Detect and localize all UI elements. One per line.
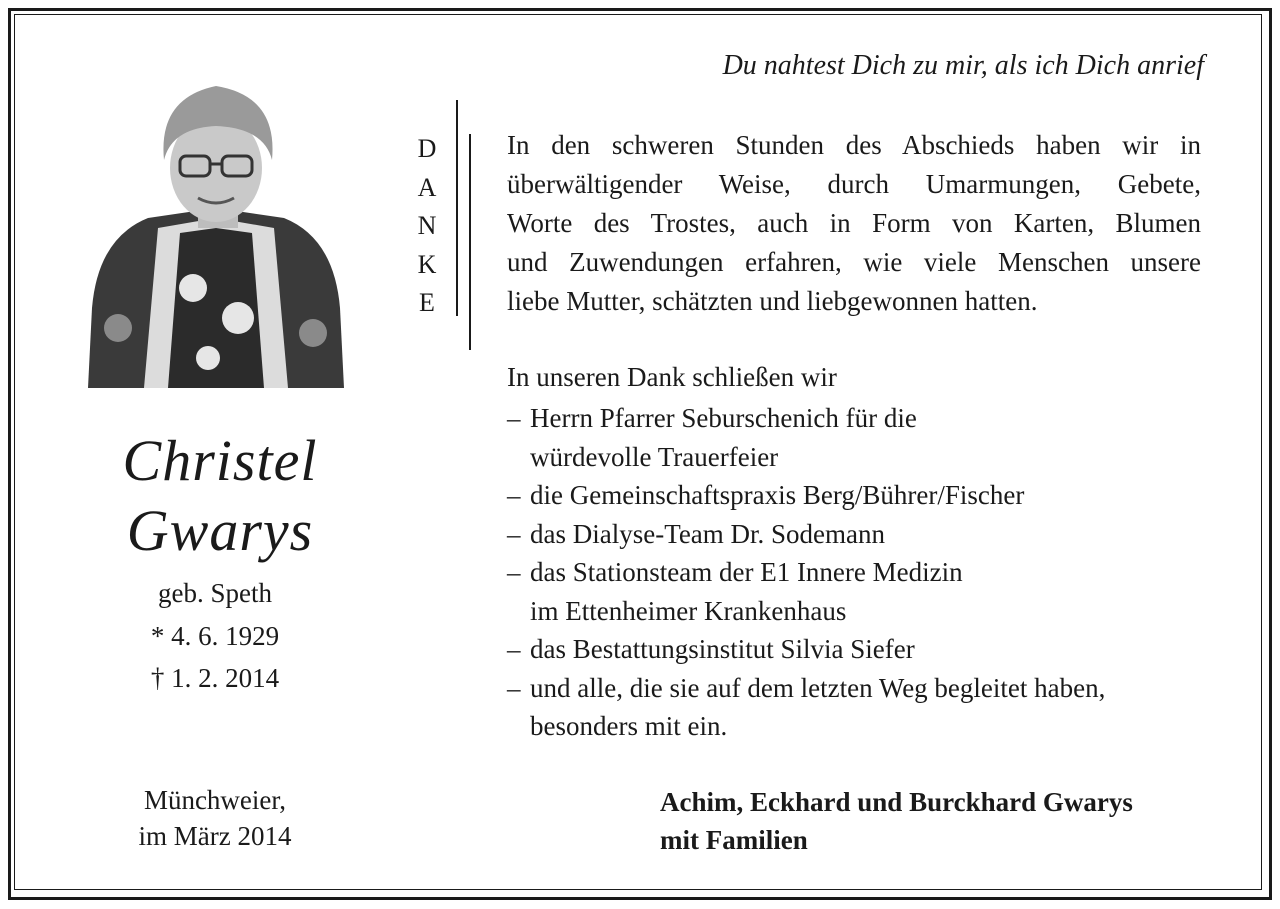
- first-name: Christel: [122, 428, 318, 493]
- list-item-continuation: würdevolle Trauerfeier: [530, 441, 779, 472]
- list-item: – das Bestattungsinstitut Silvia Siefer: [507, 634, 915, 664]
- danke-letter: E: [419, 288, 435, 317]
- list-item: – das Stationsteam der E1 Innere Medizin: [507, 557, 963, 587]
- danke-letter: D: [417, 134, 437, 163]
- paragraph-line: In den schweren Stunden des Abschieds haben wir in: [507, 130, 1201, 160]
- thanks-paragraph: [507, 126, 1201, 321]
- list-item: – die Gemeinschaftspraxis Berg/Bührer/Fischer: [507, 480, 1025, 510]
- danke-letter: A: [417, 172, 437, 202]
- last-name: Gwarys: [126, 498, 314, 563]
- divider-line: [469, 134, 471, 350]
- danke-letter: K: [417, 249, 437, 279]
- signature-line: Achim, Eckhard und Burckhard Gwarys: [660, 787, 1133, 817]
- list-item: – und alle, die sie auf dem letzten Weg begleitet haben,: [507, 672, 1106, 703]
- list-item: – Herrn Pfarrer Seburschenich für die: [507, 403, 917, 433]
- date: im März 2014: [138, 821, 292, 851]
- thanks-intro: In unseren Dank schließen wir: [507, 362, 837, 392]
- paragraph-line: und Zuwendungen erfahren, wie viele Menschen unsere: [507, 247, 1201, 277]
- birth-name: geb. Speth: [158, 578, 272, 608]
- portrait-photo: [88, 68, 344, 388]
- paragraph-line: Worte des Trostes, auch in Form von Karten, Blumen: [507, 208, 1201, 238]
- list-item-continuation: besonders mit ein.: [530, 711, 728, 741]
- death-date: † 1. 2. 2014: [150, 663, 280, 693]
- thanks-list: [507, 399, 1207, 746]
- signature: [660, 783, 1133, 859]
- divider-line: [456, 100, 458, 316]
- place: Münchweier,: [143, 785, 287, 815]
- list-item-continuation: im Ettenheimer Krankenhaus: [530, 595, 847, 626]
- danke-vertical: [410, 130, 444, 323]
- danke-letter: N: [417, 211, 437, 240]
- list-item: – das Dialyse-Team Dr. Sodemann: [507, 518, 886, 549]
- signature-line: mit Familien: [660, 825, 808, 855]
- birth-date: * 4. 6. 1929: [150, 621, 280, 651]
- motto: Du nahtest Dich zu mir, als ich Dich anrief: [722, 50, 1204, 81]
- paragraph-line: liebe Mutter, schätzten und liebgewonnen hatten.: [507, 286, 1038, 316]
- paragraph-line: überwältigender Weise, durch Umarmungen, Gebete,: [507, 169, 1201, 199]
